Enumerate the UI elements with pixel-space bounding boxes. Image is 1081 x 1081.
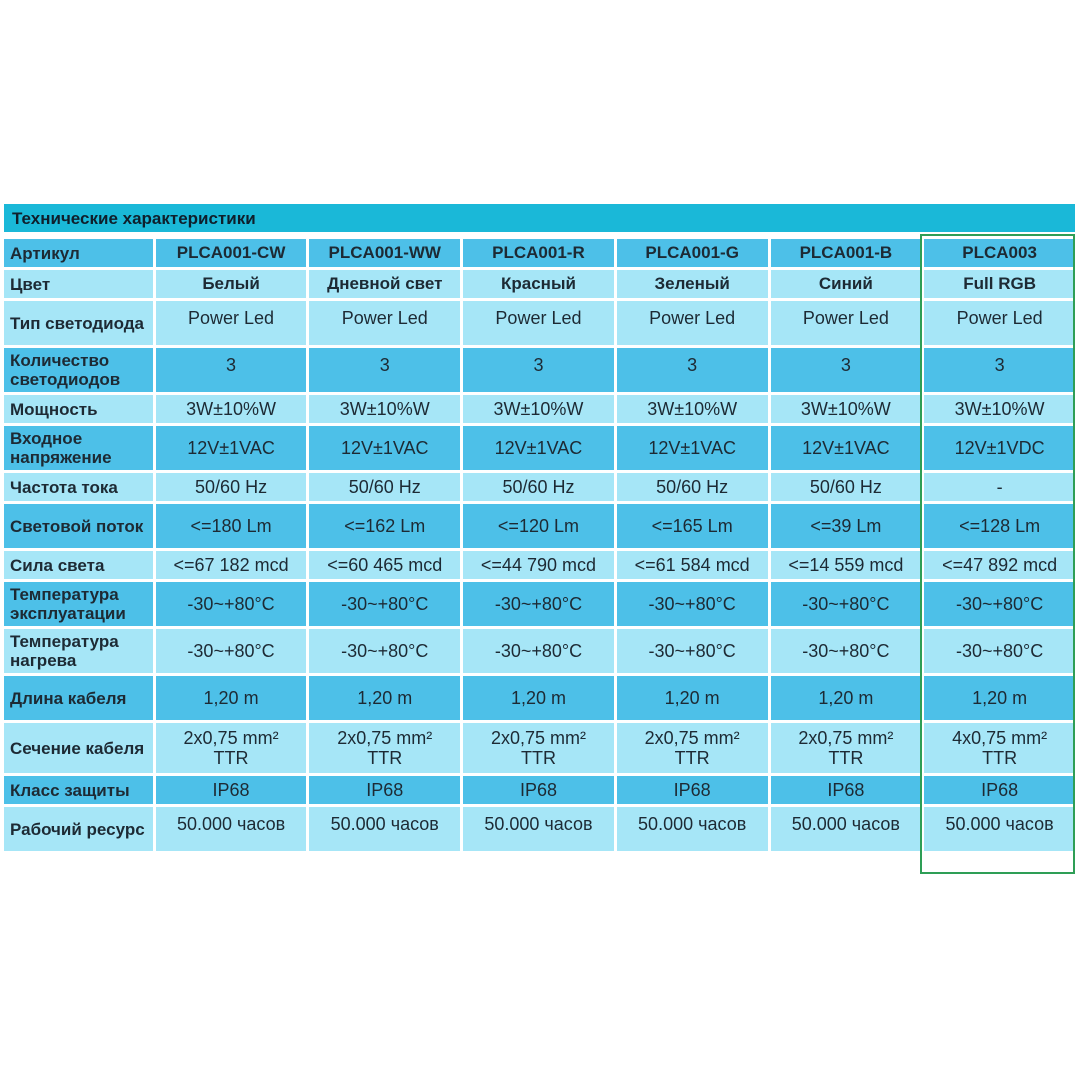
table-cell: 2x0,75 mm² TTR <box>463 723 614 773</box>
table-cell: Power Led <box>771 301 922 345</box>
table-cell: 50.000 часов <box>771 807 922 851</box>
table-cell: -30~+80°C <box>924 582 1075 626</box>
table-cell: 3 <box>463 348 614 392</box>
spec-table-container <box>4 204 1075 854</box>
table-cell: Белый <box>156 270 307 298</box>
table-cell: IP68 <box>924 776 1075 804</box>
row-label: Температура нагрева <box>4 629 153 673</box>
table-cell: 3 <box>617 348 768 392</box>
column-header: PLCA003 <box>924 239 1075 267</box>
table-cell: <=67 182 mcd <box>156 551 307 579</box>
table-cell: Синий <box>771 270 922 298</box>
table-cell: <=47 892 mcd <box>924 551 1075 579</box>
table-cell: Зеленый <box>617 270 768 298</box>
table-cell: 2x0,75 mm² TTR <box>309 723 460 773</box>
table-cell: Power Led <box>924 301 1075 345</box>
table-cell: 1,20 m <box>924 676 1075 720</box>
column-header: PLCA001-B <box>771 239 922 267</box>
table-cell: 50/60 Hz <box>156 473 307 501</box>
table-cell: 50.000 часов <box>924 807 1075 851</box>
row-label: Входное напряжение <box>4 426 153 470</box>
table-cell: -30~+80°C <box>463 629 614 673</box>
row-label: Сила света <box>4 551 153 579</box>
table-cell: Power Led <box>617 301 768 345</box>
table-cell: Full RGB <box>924 270 1075 298</box>
table-cell: <=180 Lm <box>156 504 307 548</box>
table-cell: <=61 584 mcd <box>617 551 768 579</box>
table-cell: IP68 <box>771 776 922 804</box>
table-cell: 4x0,75 mm² TTR <box>924 723 1075 773</box>
table-cell: 3W±10%W <box>617 395 768 423</box>
row-label: Рабочий ресурс <box>4 807 153 851</box>
table-cell: 1,20 m <box>771 676 922 720</box>
table-cell: 50/60 Hz <box>309 473 460 501</box>
table-row <box>4 676 1075 720</box>
table-cell: 3W±10%W <box>771 395 922 423</box>
table-cell: IP68 <box>617 776 768 804</box>
row-label: Класс защиты <box>4 776 153 804</box>
table-cell: -30~+80°C <box>463 582 614 626</box>
table-cell: 3W±10%W <box>309 395 460 423</box>
table-cell: 12V±1VAC <box>771 426 922 470</box>
table-cell: -30~+80°C <box>156 582 307 626</box>
table-row <box>4 395 1075 423</box>
table-cell: 1,20 m <box>156 676 307 720</box>
table-cell: -30~+80°C <box>924 629 1075 673</box>
column-header: PLCA001-G <box>617 239 768 267</box>
table-cell: 12V±1VDC <box>924 426 1075 470</box>
table-cell: 50.000 часов <box>309 807 460 851</box>
table-cell: 2x0,75 mm² TTR <box>771 723 922 773</box>
table-cell: IP68 <box>156 776 307 804</box>
table-cell: <=128 Lm <box>924 504 1075 548</box>
table-cell: 50.000 часов <box>463 807 614 851</box>
row-label: Световой поток <box>4 504 153 548</box>
table-cell: 2x0,75 mm² TTR <box>617 723 768 773</box>
table-cell: -30~+80°C <box>771 582 922 626</box>
table-cell: -30~+80°C <box>617 629 768 673</box>
row-label: Температура эксплуатации <box>4 582 153 626</box>
table-cell: <=44 790 mcd <box>463 551 614 579</box>
table-cell: 50/60 Hz <box>463 473 614 501</box>
table-cell: 1,20 m <box>617 676 768 720</box>
row-label: Количество светодиодов <box>4 348 153 392</box>
table-cell: 3 <box>309 348 460 392</box>
table-cell: Power Led <box>156 301 307 345</box>
table-cell: 3 <box>156 348 307 392</box>
table-cell: IP68 <box>463 776 614 804</box>
table-cell: 3W±10%W <box>463 395 614 423</box>
table-row <box>4 348 1075 392</box>
column-header: PLCA001-WW <box>309 239 460 267</box>
table-cell: Красный <box>463 270 614 298</box>
spec-table <box>1 236 1078 854</box>
table-cell: 50.000 часов <box>156 807 307 851</box>
table-row <box>4 473 1075 501</box>
table-row <box>4 426 1075 470</box>
table-cell: 1,20 m <box>309 676 460 720</box>
row-label: Мощность <box>4 395 153 423</box>
table-cell: IP68 <box>309 776 460 804</box>
table-row <box>4 301 1075 345</box>
row-label: Длина кабеля <box>4 676 153 720</box>
table-cell: 50/60 Hz <box>617 473 768 501</box>
row-label: Артикул <box>4 239 153 267</box>
table-cell: 3W±10%W <box>156 395 307 423</box>
table-cell: Дневной свет <box>309 270 460 298</box>
table-cell: 50/60 Hz <box>771 473 922 501</box>
table-cell: -30~+80°C <box>771 629 922 673</box>
table-cell: 1,20 m <box>463 676 614 720</box>
table-row <box>4 239 1075 267</box>
row-label: Частота тока <box>4 473 153 501</box>
table-cell: 3W±10%W <box>924 395 1075 423</box>
table-cell: 12V±1VAC <box>617 426 768 470</box>
table-cell: - <box>924 473 1075 501</box>
table-row <box>4 582 1075 626</box>
table-cell: <=60 465 mcd <box>309 551 460 579</box>
table-cell: -30~+80°C <box>309 582 460 626</box>
table-cell: 50.000 часов <box>617 807 768 851</box>
table-cell: 12V±1VAC <box>309 426 460 470</box>
table-cell: <=14 559 mcd <box>771 551 922 579</box>
table-cell: 12V±1VAC <box>156 426 307 470</box>
table-cell: <=162 Lm <box>309 504 460 548</box>
table-row <box>4 629 1075 673</box>
table-cell: -30~+80°C <box>617 582 768 626</box>
table-row <box>4 723 1075 773</box>
table-cell: -30~+80°C <box>156 629 307 673</box>
table-cell: <=165 Lm <box>617 504 768 548</box>
table-cell: 3 <box>924 348 1075 392</box>
table-cell: -30~+80°C <box>309 629 460 673</box>
table-row <box>4 504 1075 548</box>
table-title: Технические характеристики <box>4 204 1075 232</box>
column-header: PLCA001-R <box>463 239 614 267</box>
table-cell: 12V±1VAC <box>463 426 614 470</box>
table-cell: Power Led <box>463 301 614 345</box>
table-cell: 3 <box>771 348 922 392</box>
table-row <box>4 270 1075 298</box>
table-cell: Power Led <box>309 301 460 345</box>
table-cell: <=120 Lm <box>463 504 614 548</box>
table-row <box>4 551 1075 579</box>
row-label: Цвет <box>4 270 153 298</box>
table-cell: <=39 Lm <box>771 504 922 548</box>
row-label: Тип светодиода <box>4 301 153 345</box>
table-row <box>4 776 1075 804</box>
column-header: PLCA001-CW <box>156 239 307 267</box>
table-row <box>4 807 1075 851</box>
table-cell: 2x0,75 mm² TTR <box>156 723 307 773</box>
row-label: Сечение кабеля <box>4 723 153 773</box>
